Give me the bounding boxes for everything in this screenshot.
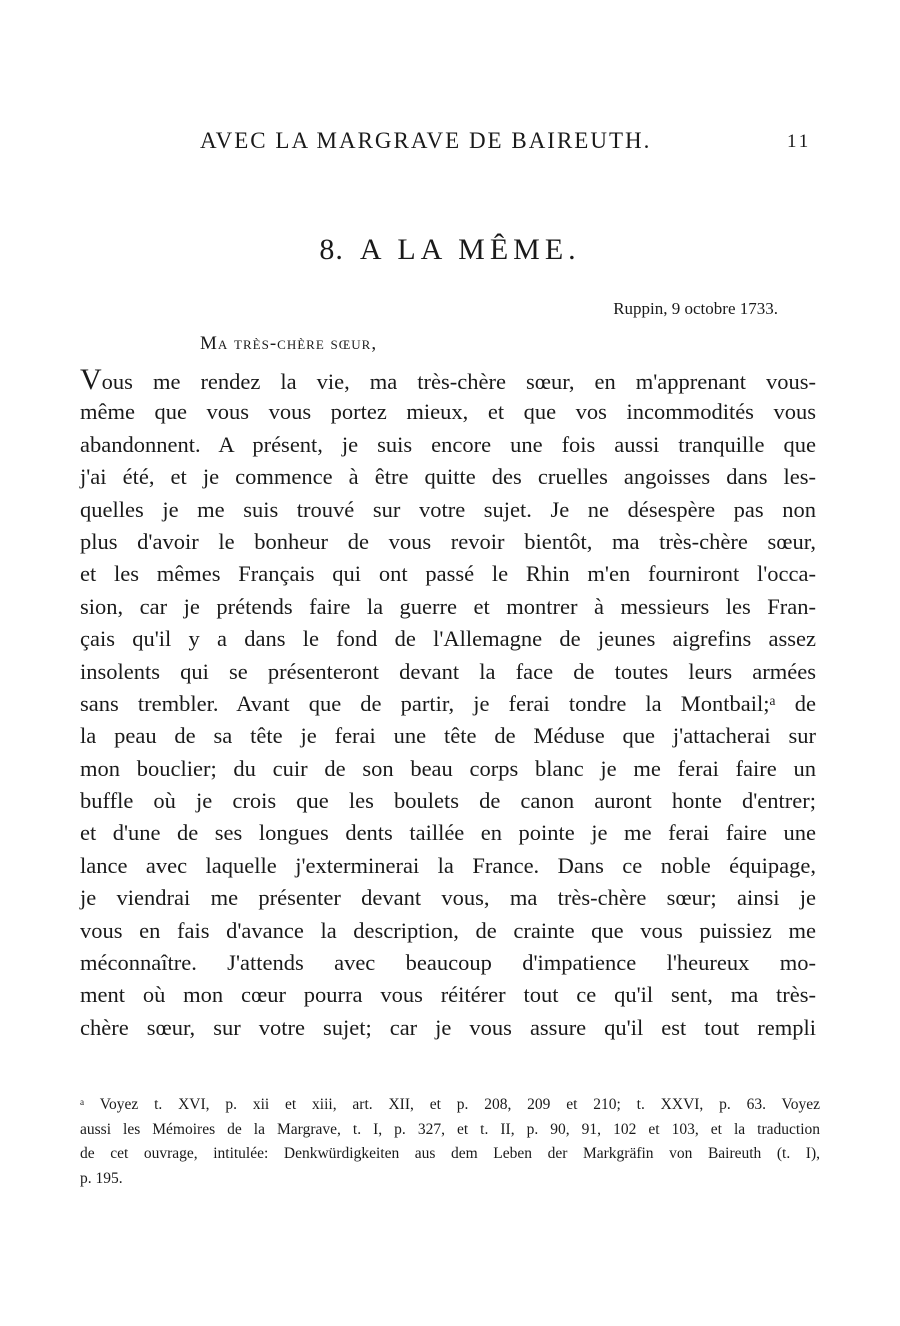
body-line: mon bouclier; du cuir de son beau corps blanc je me ferai faire un: [80, 755, 816, 781]
footnote-line: ᵃ Voyez t. XVI, p. xii et xiii, art. XII, et p. 208, 209 et 210; t. XXVI, p. 63. Voyez: [80, 1096, 820, 1113]
place-date: Ruppin, 9 octobre 1733.: [613, 299, 778, 318]
body-line: ment où mon cœur pourra vous réitérer tout ce qu'il sent, ma très-: [80, 982, 816, 1008]
body-line: méconnaître. J'attends avec beaucoup d'impatience l'heureux mo-: [80, 950, 816, 976]
body-line: et les mêmes Français qui ont passé le Rhin m'en fourniront l'occa-: [80, 561, 816, 587]
footnotes: [80, 1093, 820, 1191]
body-line: sion, car je prétends faire la guerre et montrer à messieurs les Fran-: [80, 593, 816, 619]
body-line: la peau de sa tête je ferai une tête de Méduse que j'attacherai sur: [80, 723, 816, 749]
page-number: 11: [787, 131, 812, 152]
footnote-line: aussi les Mémoires de la Margrave, t. I, p. 327, et t. II, p. 90, 91, 102 et 103, et la traduction: [80, 1120, 820, 1138]
footnote-line: de cet ouvrage, intitulée: Denkwürdigkeiten aus dem Leben der Markgräfin von Baireuth (t. I),: [80, 1145, 820, 1162]
body-line: et d'une de ses longues dents taillée en pointe je me ferai faire une: [80, 820, 816, 846]
body-line: quelles je me suis trouvé sur votre sujet. Je ne désespère pas non: [80, 496, 816, 522]
letter-body: [80, 364, 816, 1044]
body-line: j'ai été, et je commence à être quitte des cruelles angoisses dans les-: [80, 464, 816, 490]
letter-number: 8.: [319, 233, 344, 266]
body-line: je viendrai me présenter devant vous, ma très-chère sœur; ainsi je: [80, 885, 816, 911]
body-line: même que vous vous portez mieux, et que vos incommodités vous: [80, 399, 816, 425]
footnote-line: p. 195.: [80, 1169, 123, 1187]
letter-title: [0, 233, 900, 267]
body-line: insolents qui se présenteront devant la face de toutes leurs armées: [80, 658, 816, 684]
salutation: Ma très-chère sœur,: [200, 333, 378, 354]
body-line: buffle où je crois que les boulets de canon auront honte d'entrer;: [80, 788, 816, 814]
letter-heading: A LA MÊME.: [359, 233, 581, 266]
body-line: sans trembler. Avant que de partir, je ferai tondre la Montbail;ᵃ de: [80, 690, 816, 716]
body-line: chère sœur, sur votre sujet; car je vous assure qu'il est tout rempli: [80, 1014, 816, 1040]
body-line: abandonnent. A présent, je suis encore une fois aussi tranquille que: [80, 431, 816, 457]
body-line: çais qu'il y a dans le fond de l'Allemagne de jeunes aigrefins assez: [80, 626, 816, 652]
body-line: Vous me rendez la vie, ma très-chère sœur, en m'apprenant vous-: [80, 363, 816, 396]
body-line: lance avec laquelle j'exterminerai la France. Dans ce noble équipage,: [80, 852, 816, 878]
body-line: plus d'avoir le bonheur de vous revoir bientôt, ma très-chère sœur,: [80, 528, 816, 554]
body-line: vous en fais d'avance la description, de crainte que vous puissiez me: [80, 917, 816, 943]
running-head: AVEC LA MARGRAVE DE BAIREUTH.: [200, 128, 652, 153]
